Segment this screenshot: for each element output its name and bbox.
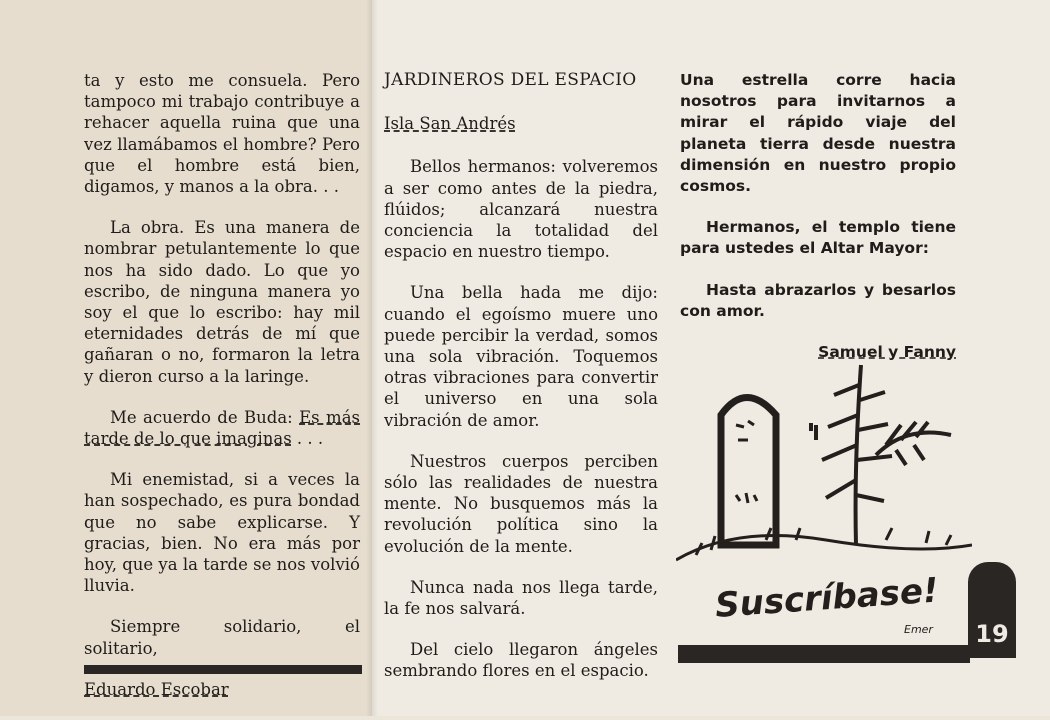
middle-paragraph-3: Nuestros cuerpos perciben sólo las realidades de nuestra mente. No busquemos más la revolución política sino la evolución de la mente. (384, 451, 658, 556)
left-paragraph-1: ta y esto me consuela. Pero tampoco mi trabajo contribuye a rehacer aquella ruina que una vez llamábamos el hombre? Pero que el hombre está bien, digamos, y manos a la obra. . . (84, 71, 360, 197)
article-title: JARDINEROS DEL ESPACIO (384, 70, 637, 90)
buda-quote: Es más tarde de lo que imaginas (84, 407, 360, 449)
right-paragraph-3: Hasta abrazarlos y besarlos con amor. (680, 280, 956, 320)
artist-mark: Emer (904, 623, 933, 636)
left-signature: Eduardo Escobar (84, 679, 229, 699)
palm-plant-icon (811, 365, 951, 545)
left-paragraph-4: Mi enemistad, si a veces la han sospechado, es pura bondad que no sabe explicarse. Y gracias, bien. No era más por hoy, que ya la tarde se nos volvió lluvia. (84, 470, 360, 596)
subscribe-caption: Suscríbase! (713, 570, 940, 626)
page-fold (366, 0, 378, 716)
buda-ellipsis: . . . (291, 429, 324, 449)
left-paragraph-3 (84, 407, 360, 449)
left-footer-bar (84, 665, 362, 674)
buda-intro: Me acuerdo de Buda: (110, 407, 300, 427)
right-footer-bar (678, 645, 970, 663)
column-middle (384, 70, 658, 702)
tombstone-illustration (676, 345, 972, 645)
right-paragraph-2: Hermanos, el templo tiene para ustedes el Altar Mayor: (680, 218, 956, 258)
middle-paragraph-1: Bellos hermanos: volveremos a ser como antes de la piedra, flúidos; alcanzará nuestra conciencia la totalidad del espacio en nuestro tiempo. (384, 157, 658, 262)
column-left (84, 70, 360, 720)
left-paragraph-2: La obra. Es una manera de nombrar petulantemente lo que nos ha sido dado. Lo que yo escribo, de ninguna manera yo soy el que lo escribo: hay mil eternidades detrás de mí que gañaran o no, formaron la letra y dieron curso a la laringe. (84, 218, 360, 386)
right-paragraph-1: Una estrella corre hacia nosotros para invitarnos a mirar el rápido viaje del planeta tierra desde nuestra dimensión en nuestro propio cosmos. (680, 71, 956, 196)
middle-paragraph-5: Del cielo llegaron ángeles sembrando flores en el espacio. (384, 640, 658, 681)
left-paragraph-5: Siempre solidario, el solitario, (84, 617, 360, 658)
tombstone-icon (721, 398, 776, 546)
column-right (680, 70, 956, 383)
page-number: 19 (975, 620, 1009, 648)
middle-paragraph-2: Una bella hada me dijo: cuando el egoísmo muere uno puede percibir la verdad, somos una sola vibración. Toquemos otras vibraciones para convertir el universo en una sola vibración de amor. (384, 283, 658, 430)
middle-paragraph-4: Nunca nada nos llega tarde, la fe nos salvará. (384, 577, 658, 619)
article-location: Isla San Andrés (384, 114, 516, 134)
right-signature: Samuel y Fanny (818, 343, 956, 362)
